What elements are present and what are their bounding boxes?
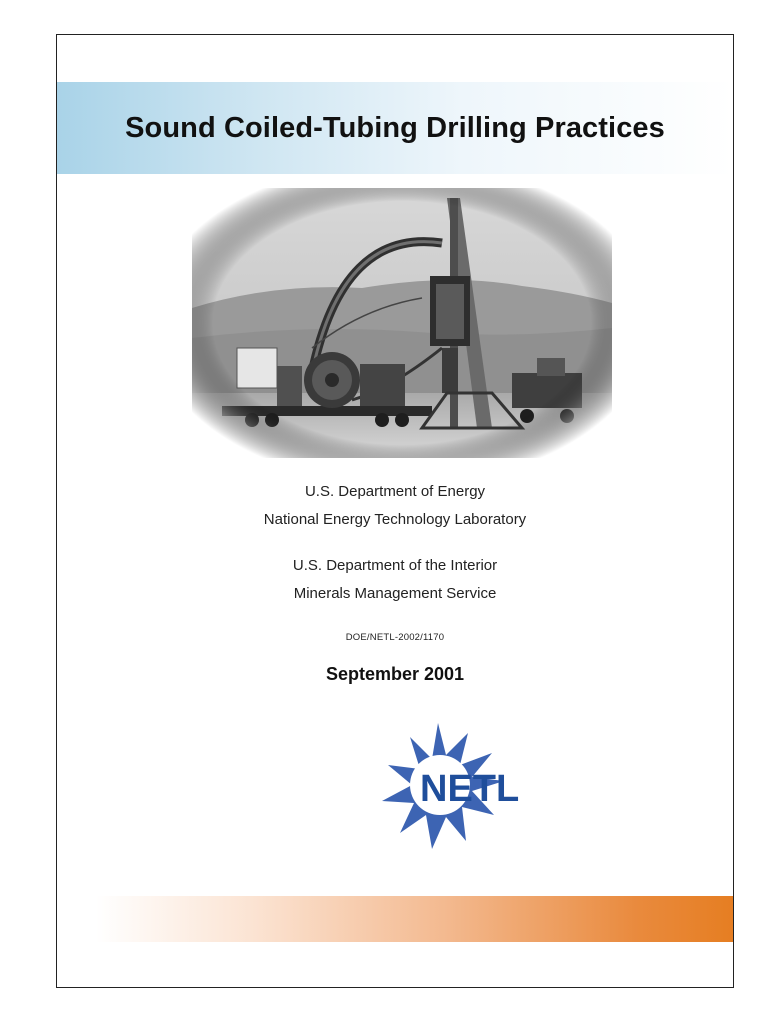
agency-netl: National Energy Technology Laboratory <box>263 511 527 528</box>
netl-wordmark: NETL <box>420 768 520 810</box>
agency-doi: U.S. Department of the Interior <box>292 557 498 574</box>
netl-logo <box>380 715 550 855</box>
agency-mms: Minerals Management Service <box>293 585 497 602</box>
agency-doe: U.S. Department of Energy <box>304 483 486 500</box>
document-title: Sound Coiled-Tubing Drilling Practices <box>125 111 665 144</box>
cover-photo <box>192 188 612 458</box>
publication-date: September 2001 <box>325 664 465 684</box>
document-number: DOE/NETL-2002/1170 <box>345 632 445 643</box>
bottom-accent-band <box>96 896 733 942</box>
